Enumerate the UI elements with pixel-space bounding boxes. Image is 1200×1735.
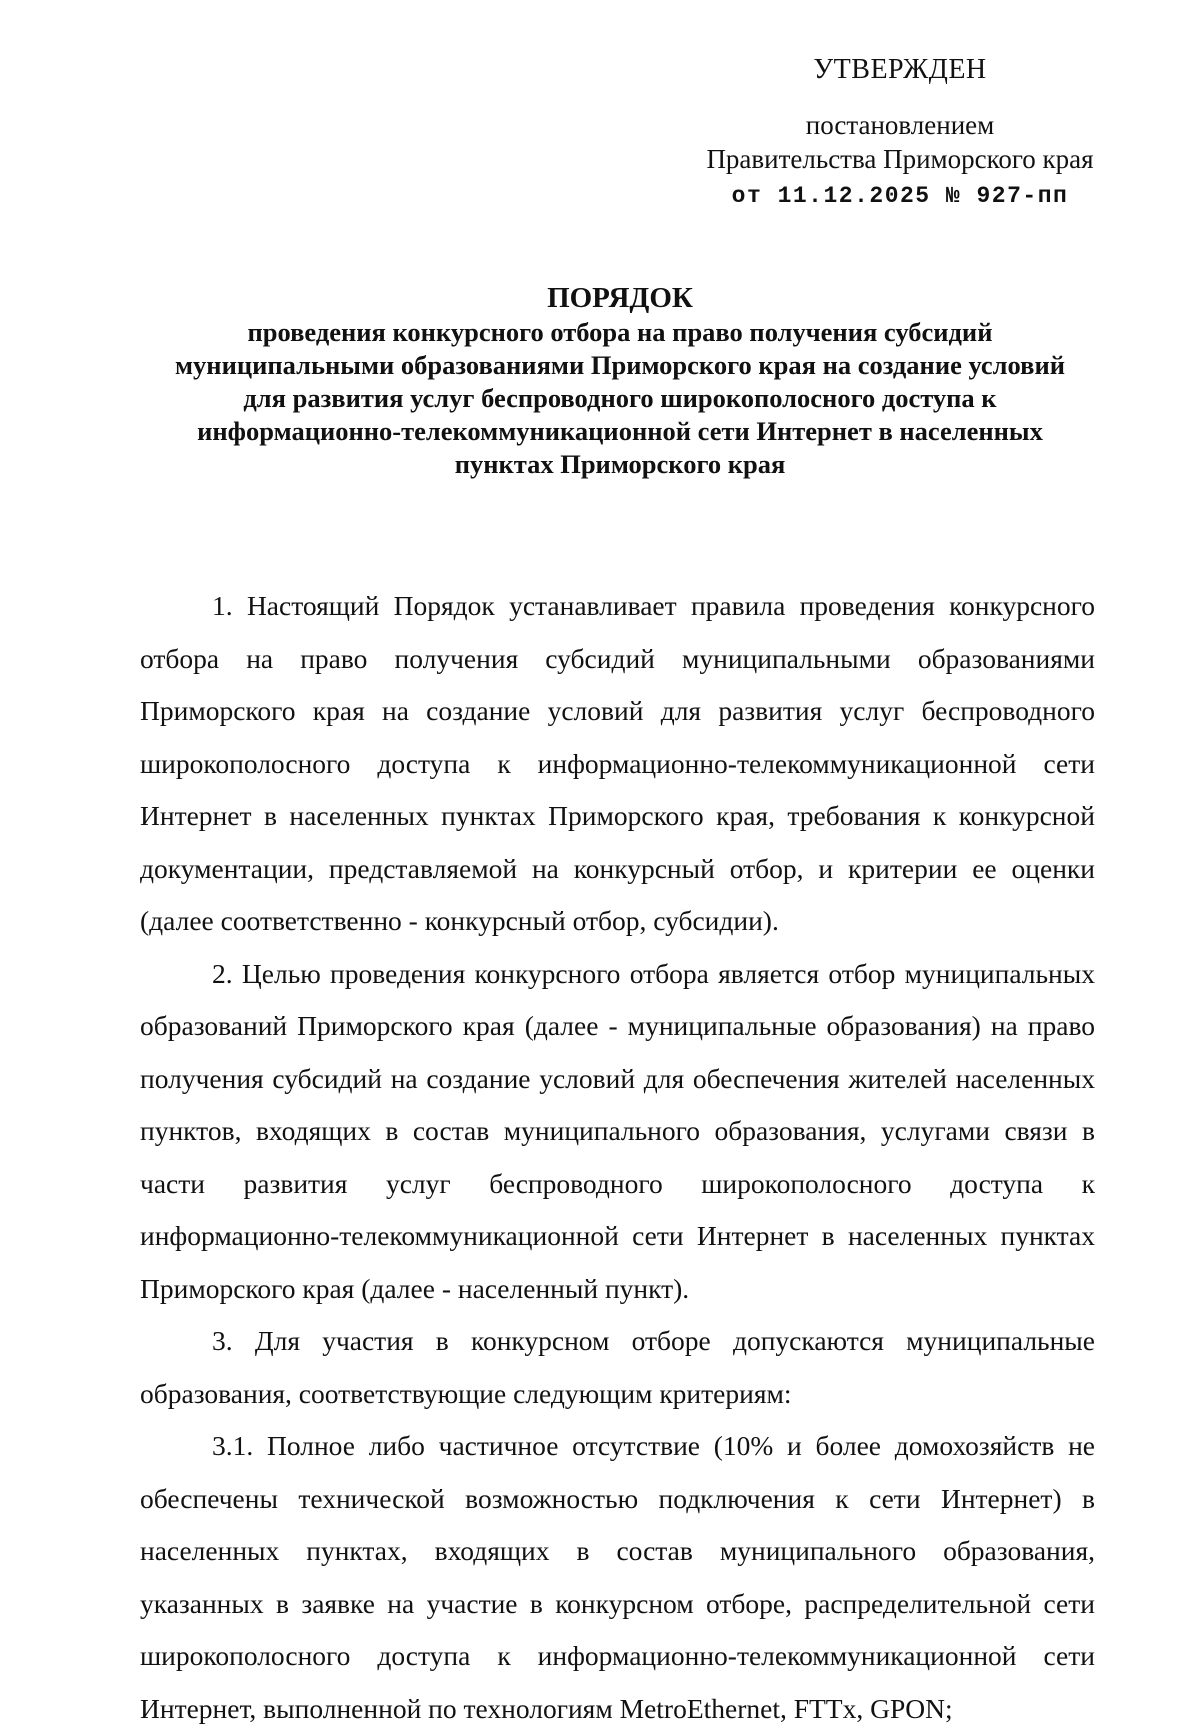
document-subtitle-line: информационно-телекоммуникационной сети Интернет в населенных bbox=[197, 416, 1043, 446]
approval-line-government: Правительства Приморского края bbox=[706, 144, 1094, 174]
paragraph-1: 1. Настоящий Порядок устанавливает правила проведения конкурсного отбора на право получения субсидий муниципальными образованиями Приморского края на создание условий для развития услуг беспроводного широкополосного доступа к информационно-телекоммуникационной сети Интернет в населенных пунктах Приморского края, требования к конкурсной документации, представляемой на конкурсный отбор, и критерии ее оценки (далее соответственно - конкурсный отбор, субсидии). bbox=[140, 590, 1095, 936]
document-subtitle-line: муниципальными образованиями Приморского края на создание условий bbox=[175, 350, 1065, 380]
paragraph-3-1: 3.1. Полное либо частичное отсутствие (10% и более домохозяйств не обеспечены технической возможностью подключения к сети Интернет) в населенных пунктах, входящих в состав муниципального образования, указанных в заявке на участие в конкурсном отборе, распределительной сети широкополосного доступа к информационно-телекоммуникационной сети Интернет, выполненной по технологиям MetroEthernet, FTTx, GPON; bbox=[140, 1430, 1095, 1724]
document-body bbox=[140, 580, 1095, 1735]
document-subtitle-line: пунктах Приморского края bbox=[454, 449, 786, 479]
paragraph-3: 3. Для участия в конкурсном отборе допускаются муниципальные образования, соответствующие следующим критериям: bbox=[140, 1325, 1095, 1409]
approval-date-number: от 11.12.2025 № 927-пп bbox=[731, 183, 1069, 209]
approval-heading: УТВЕРЖДЕН bbox=[813, 54, 987, 85]
approval-block bbox=[680, 52, 1120, 214]
document-subtitle-line: проведения конкурсного отбора на право получения субсидий bbox=[247, 317, 993, 347]
document-subtitle-line: для развития услуг беспроводного широкополосного доступа к bbox=[243, 383, 997, 413]
paragraph-2: 2. Целью проведения конкурсного отбора является отбор муниципальных образований Приморского края (далее - муниципальные образования) на право получения субсидий на создание условий для обеспечения жителей населенных пунктов, входящих в состав муниципального образования, услугами связи в части развития услуг беспроводного широкополосного доступа к информационно-телекоммуникационной сети Интернет в населенных пунктах Приморского края (далее - населенный пункт). bbox=[140, 957, 1095, 1304]
approval-line-resolution: постановлением bbox=[805, 110, 995, 140]
document-title: ПОРЯДОК bbox=[547, 282, 693, 314]
document-title-block bbox=[140, 280, 1100, 481]
